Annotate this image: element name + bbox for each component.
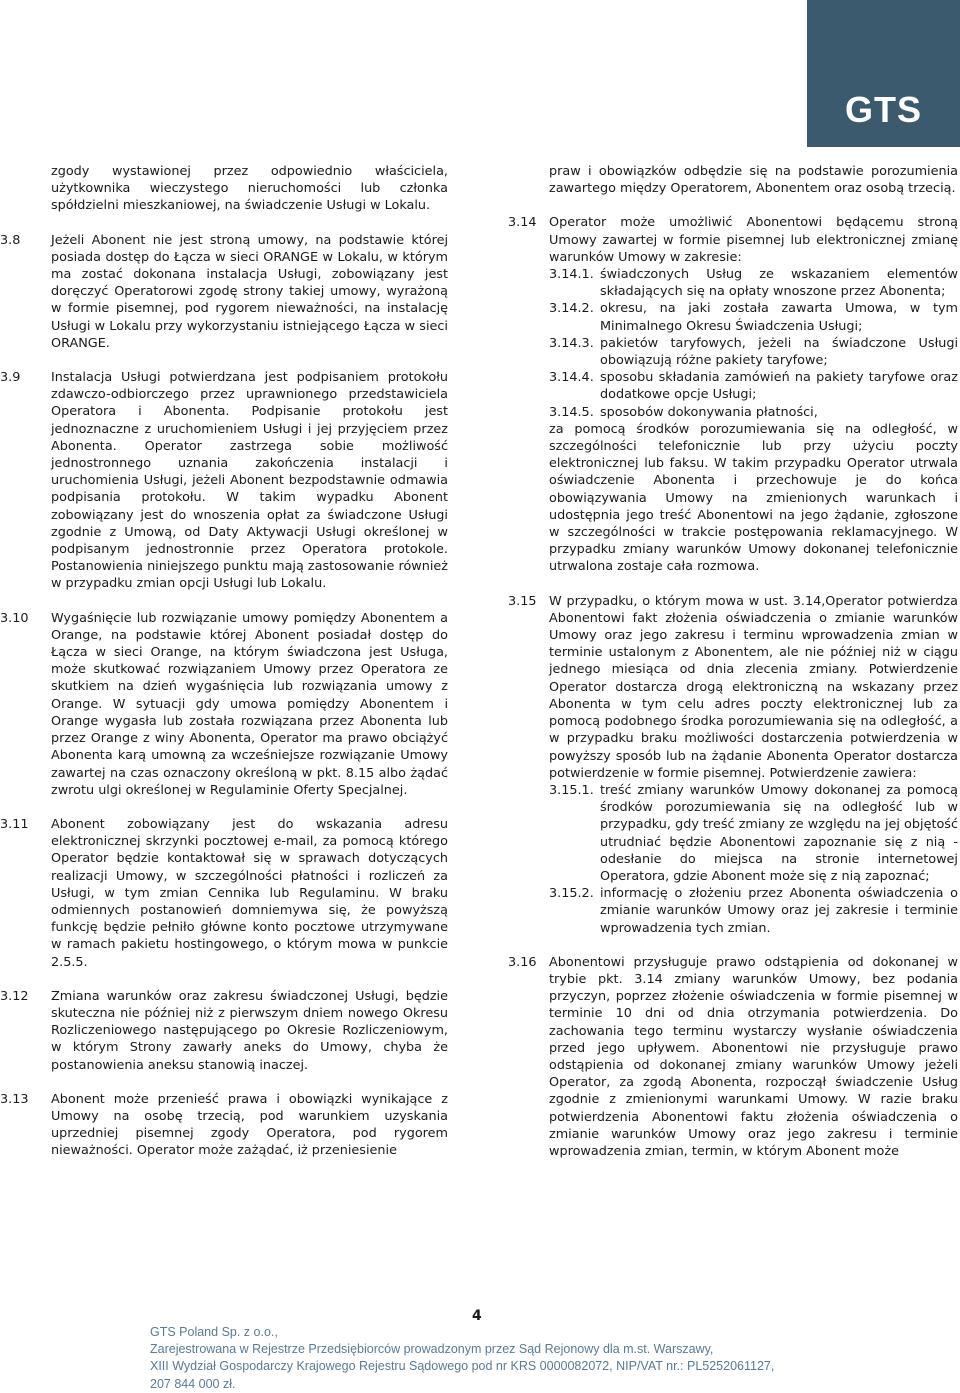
subsection-text: pakietów taryfowych, jeżeli na świadczone Usługi obowiązują różne pakiety taryfowe;	[600, 335, 958, 369]
subsection-number: 3.14.3.	[549, 335, 594, 351]
section-text: Abonent zobowiązany jest do wskazania adresu elektronicznej skrzynki pocztowej e-mail, za pomocą którego Operator będzie kontaktował się w sprawach dotyczących realizacji Umowy, w szczególności płatności i rozliczeń za Usługi, w tym zmian Cennika lub Regulaminu. W braku odmiennych postanowień domniemywa się, że powyższą funkcję będzie pełniło główne konto pocztowe utrzymywane w ramach pakietu hostingowego, o którym mowa w punkcie 2.5.5.	[51, 816, 448, 970]
section-number: 3.12	[0, 988, 29, 1004]
section-number: 3.9	[0, 370, 21, 386]
left-intro-paragraph: zgody wystawionej przez odpowiednio właściciela, użytkownika wieczystego nieruchomości lub członka spółdzielni mieszkaniowej, na świadczenie Usługi w Lokalu.	[51, 164, 448, 214]
footer-line-2: XIII Wydział Gospodarczy Krajowego Rejestru Sądowego pod nr KRS 0000082072, NIP/VAT nr.: PL5252061127,	[150, 1359, 775, 1374]
section-text: Instalacja Usługi potwierdzana jest podpisaniem protokołu zdawczo-odbiorczego przez uprawnionego przedstawiciela Operatora i Abonenta. Podpisanie protokołu jest jednoznaczne z uruchomieniem Usługi i jej przyjęciem przez Abonenta. Operator zastrzega sobie możliwość jednostronnego uznania zakończenia instalacji i uruchomienia Usługi, jeżeli Abonent bezpodstawnie odmawia podpisania protokołu. W takim wypadku Abonent zobowiązany jest do wnoszenia opłat za świadczone Usługi zgodnie z Umową, od Daty Aktywacji Usługi określonej w podpisanym jednostronnie przez Operatora protokole. Postanowienia niniejszego punktu mają zastosowanie również w przypadku zmian opcji Usługi lub Lokalu.	[51, 370, 448, 592]
section-3-8	[0, 232, 448, 352]
subsection-3-14-1	[549, 266, 958, 300]
footer-line-3: 207 844 000 zł.	[150, 1376, 236, 1391]
subsection-text: sposobu składania zamówień na pakiety taryfowe oraz dodatkowe opcje Usługi;	[600, 370, 958, 403]
section-number: 3.8	[0, 232, 21, 248]
gts-logo	[807, 0, 960, 147]
left-column	[0, 163, 448, 1160]
section-number: 3.11	[0, 816, 29, 832]
subsection-text: sposobów dokonywania płatności,	[600, 404, 818, 420]
subsection-number: 3.14.4.	[549, 370, 594, 386]
subsection-number: 3.15.1.	[549, 782, 594, 798]
section-text: Jeżeli Abonent nie jest stroną umowy, na podstawie której posiada dostęp do Łącza w sieci ORANGE w Lokalu, w którym ma zostać dokonana instalacja Usługi, zobowiązany jest doręczyć Operatorowi zgodę strony takiej umowy, wyrażoną w formie pisemnej, pod rygorem nieważności, na instalację Usługi w Lokalu przy wykorzystaniu istniejącego Łącza w sieci ORANGE.	[51, 232, 448, 351]
section-3-10	[0, 610, 448, 799]
subsection-3-14-2	[549, 300, 958, 334]
subsection-text: świadczonych Usług ze wskazaniem elementów składających się na opłaty wnoszone przez Abonenta;	[600, 267, 958, 300]
section-text: Abonentowi przysługuje prawo odstąpienia od dokonanej w trybie pkt. 3.14 zmiany warunków Umowy, bez podania przyczyn, poprzez złożenie oświadczenia w formie pisemnej w terminie 10 dni od dnia otrzymania potwierdzenia. Do zachowania tego terminu wystarczy wysłanie oświadczenia przed jego upływem. Abonentowi nie przysługuje prawo odstąpienia od dokonanej zmiany warunków Umowy jeżeli Operator, za zgodą Abonenta, rozpoczął świadczenie Usług zgodnie z zmienionymi warunkami Umowy. W razie braku potwierdzenia Abonentowi faktu złożenia oświadczenia o zmianie warunków Umowy oraz jego zakresu i terminie wprowadzenia zmian, termin, w którym Abonent może	[549, 954, 958, 1159]
section-number: 3.16	[508, 954, 537, 970]
section-continuation-text: za pomocą środków porozumiewania się na odległość, w szczególności telefonicznie lub przy użyciu poczty elektronicznej lub faksu. W takim przypadku Operator utrwala oświadczenie Abonenta i przechowuje je do końca obowiązywania Umowy na zmienionych warunkach i udostępnia jego treść Abonentowi na jego żądanie, zgłoszone w szczególności w trakcie postępowania reklamacyjnego. W przypadku zmiany warunków Umowy dokonanej telefonicznie utrwalona zostaje cała rozmowa.	[549, 421, 958, 575]
section-3-13	[0, 1091, 448, 1160]
subsection-number: 3.14.5.	[549, 404, 594, 420]
subsection-3-15-1	[549, 782, 958, 885]
section-number: 3.13	[0, 1091, 29, 1107]
logo-text: GTS	[844, 89, 922, 130]
footer	[150, 1324, 830, 1393]
section-text: Zmiana warunków oraz zakresu świadczonej Usługi, będzie skuteczna nie później niż z pierwszym dniem nowego Okresu Rozliczeniowego następującego po Okresie Rozliczeniowym, w którym Strony zawarły aneks do Umowy, chyba że postanowienia aneksu stanowią inaczej.	[51, 988, 448, 1073]
section-number: 3.15	[508, 593, 537, 609]
subsection-number: 3.14.1.	[549, 267, 594, 283]
subsection-3-15-2	[549, 885, 958, 937]
section-number: 3.10	[0, 610, 29, 626]
subsection-number: 3.15.2.	[549, 886, 594, 902]
subsection-text: informację o złożeniu przez Abonenta oświadczenia o zmianie warunków Umowy oraz jej zakresie i terminie wprowadzenia tych zmian.	[600, 886, 958, 936]
section-text: Wygaśnięcie lub rozwiązanie umowy pomiędzy Abonentem a Orange, na podstawie której Abonent posiadał dostęp do Łącza w sieci Orange, na którym świadczona jest Usługa, może skutkować rozwiązaniem Umowy przez Operatora ze skutkiem na dzień wygaśnięcia lub rozwiązania umowy z Orange. W sytuacji gdy umowa pomiędzy Abonentem i Orange wygasła lub została rozwiązana przez Abonenta lub przez Orange z winy Abonenta, Operator ma prawo obciążyć Abonenta karą umowną za wcześniejsze rozwiązanie Umowy zawartej na czas oznaczony określoną w pkt. 8.15 albo żądać zwrotu ulgi określonej w Regulaminie Oferty Specjalnej.	[51, 610, 448, 798]
subsection-3-14-4	[549, 369, 958, 403]
section-3-15	[508, 593, 958, 937]
subsection-text: okresu, na jaki została zawarta Umowa, w tym Minimalnego Okresu Świadczenia Usługi;	[600, 301, 958, 334]
section-3-12	[0, 988, 448, 1074]
subsection-text: treść zmiany warunków Umowy dokonanej za pomocą środków porozumiewania się na odległość lub w przypadku, gdy treść zmiany ze względu na jej objętość utrudniać będzie Abonentowi zapoznanie się z nią - odesłanie do miejsca na stronie internetowej Operatora, gdzie Abonent może się z nią zapoznać;	[600, 782, 958, 884]
section-3-11	[0, 816, 448, 971]
section-3-9	[0, 369, 448, 593]
subsection-3-14-5	[549, 404, 958, 421]
section-3-16	[508, 954, 958, 1160]
footer-line-1: Zarejestrowana w Rejestrze Przedsiębiorców prowadzonym przez Sąd Rejonowy dla m.st. Warszawy,	[150, 1342, 714, 1357]
section-text: Abonent może przenieść prawa i obowiązki wynikające z Umowy na osobę trzecią, pod warunkiem uzyskania uprzedniej pisemnej zgody Operatora, pod rygorem nieważności. Operator może zażądać, iż przeniesienie	[51, 1091, 448, 1159]
section-number: 3.14	[508, 215, 537, 231]
page-number: 4	[472, 1308, 482, 1324]
section-3-14	[508, 214, 958, 575]
subsection-3-14-3	[549, 335, 958, 369]
right-intro-paragraph: praw i obowiązków odbędzie się na podstawie porozumienia zawartego między Operatorem, Abonentem oraz osobą trzecią.	[549, 164, 958, 197]
subsection-number: 3.14.2.	[549, 301, 594, 317]
section-text: Operator może umożliwić Abonentowi będącemu stroną Umowy zawartej w formie pisemnej lub elektronicznej zmianę warunków Umowy w zakresie:	[549, 215, 958, 265]
section-text: W przypadku, o którym mowa w ust. 3.14,Operator potwierdza Abonentowi fakt złożenia oświadczenia o zmianie warunków Umowy oraz jego zakresu i terminu wprowadzenia zmian w terminie ustalonym z Abonentem, ale nie później niż w ciągu jednego miesiąca od dnia zlecenia zmiany. Potwierdzenie Operator dostarcza drogą elektroniczną na wskazany przez Abonenta w tym celu adres poczty elektronicznej lub za pomocą podobnego środka porozumiewania się na odległość, a w przypadku braku możliwości dostarczenia potwierdzenia w powyższy sposób lub na żądanie Abonenta Operator dostarcza potwierdzenie w formie pisemnej. Potwierdzenie zawiera:	[549, 593, 958, 781]
footer-company: GTS Poland Sp. z o.o.,	[150, 1325, 278, 1339]
right-column	[508, 163, 958, 1160]
